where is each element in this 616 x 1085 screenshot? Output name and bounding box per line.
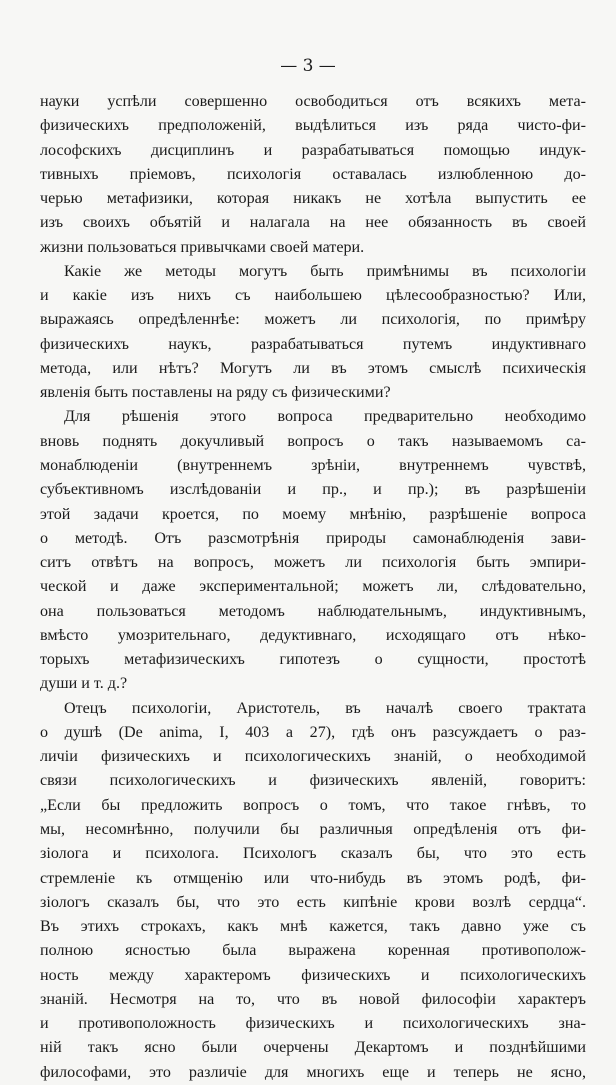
text-line: физическихъ предположеній, выдѣлиться изъ ряда чисто-фи- — [40, 117, 586, 135]
text-line: вновь поднять докучливый вопросъ о такъ называемомъ са- — [40, 432, 586, 450]
text-line: тивныхъ пріемовъ, психологія оставалась излюбленною до- — [40, 165, 586, 183]
text-line: выражаясь опредѣленнѣе: можетъ ли психологія, по примѣру — [40, 311, 586, 329]
text-line: ческой и даже экспериментальной; можетъ ли, слѣдовательно, — [40, 578, 586, 596]
text-line: Въ этихъ строкахъ, какъ мнѣ кажется, такъ давно уже съ — [40, 918, 586, 936]
text-line: и какіе изъ нихъ съ наибольшею цѣлесообразностью? Или, — [40, 287, 586, 305]
text-line: и противоположность физическихъ и психологическихъ зна- — [40, 1015, 586, 1033]
text-line: о методѣ. Отъ разсмотрѣнія природы самонаблюденія зави- — [40, 529, 586, 547]
text-line: зіолога и психолога. Психологъ сказалъ бы, что это есть — [40, 845, 586, 863]
text-line: монаблюденіи (внутреннемъ зрѣніи, внутреннемъ чувствѣ, — [40, 456, 586, 474]
text-line: этой задачи кроется, по моему мнѣнію, разрѣшеніе вопроса — [40, 505, 586, 523]
text-line: жизни пользоваться привычками своей матери. — [40, 238, 365, 256]
text-line: ситъ отвѣтъ на вопросъ, можетъ ли психологія быть эмпири- — [40, 554, 586, 572]
text-line: знаній. Несмотря на то, что въ новой философіи характеръ — [40, 990, 586, 1008]
text-line: она пользоваться методомъ наблюдательнымъ, индуктивнымъ, — [40, 602, 586, 620]
text-line: стремленіе къ отмщенію или что-нибудь въ этомъ родѣ, фи- — [40, 869, 586, 887]
text-line: о душѣ (De anima, I, 403 a 27), гдѣ онъ разсуждаетъ о раз- — [40, 723, 586, 741]
page-number: — 3 — — [280, 56, 336, 76]
text-line: связи психологическихъ и физическихъ явленій, говоритъ: — [40, 772, 586, 790]
text-line: лософскихъ дисциплинъ и разрабатываться помощью индук- — [40, 141, 586, 159]
text-line: физическихъ наукъ, разрабатываться путемъ индуктивнаго — [40, 335, 586, 353]
text-line: Для рѣшенія этого вопроса предварительно необходимо — [64, 408, 586, 426]
text-line: вмѣсто умозрительнаго, дедуктивнаго, исходящаго отъ нѣко- — [40, 626, 586, 644]
text-line: философами, это различіе для многихъ еще и теперь не ясно, — [40, 1063, 586, 1081]
text-line: изъ своихъ объятій и налагала на нее обязанность въ своей — [40, 214, 586, 232]
text-line: торыхъ метафизическихъ гипотезъ о сущности, простотѣ — [40, 651, 586, 669]
text-line: Отецъ психологіи, Аристотель, въ началѣ своего трактата — [64, 699, 586, 717]
text-line: Какіе же методы могутъ быть примѣнимы въ психологіи — [64, 262, 586, 280]
text-line: ній такъ ясно были очерчены Декартомъ и позднѣйшими — [40, 1039, 586, 1057]
text-line: науки успѣли совершенно освободиться отъ всякихъ мета- — [40, 93, 586, 110]
text-line: зіологъ сказалъ бы, что это есть кипѣніе крови возлѣ сердца“. — [40, 893, 586, 911]
text-line: полною ясностью была выражена коренная противополож- — [40, 942, 586, 960]
text-line: мы, несомнѣнно, получили бы различныя опредѣленія отъ фи- — [40, 820, 586, 838]
text-line: души и т. д.? — [40, 675, 128, 693]
body-text — [40, 90, 586, 1085]
text-line: личіи физическихъ и психологическихъ знаній, о необходимой — [40, 748, 586, 766]
text-line: явленія быть поставлены на ряду съ физическими? — [40, 384, 391, 402]
text-line: „Если бы предложить вопросъ о томъ, что такое гнѣвъ, то — [40, 796, 586, 814]
text-line: субъективномъ изслѣдованіи и пр., и пр.); въ разрѣшеніи — [40, 481, 586, 499]
text-line: ность между характеромъ физическихъ и психологическихъ — [40, 966, 586, 984]
text-line: черью метафизики, которая никакъ не хотѣла выпустить ее — [40, 190, 586, 208]
text-line: метода, или нѣтъ? Могутъ ли въ этомъ смыслѣ психическія — [40, 359, 586, 377]
